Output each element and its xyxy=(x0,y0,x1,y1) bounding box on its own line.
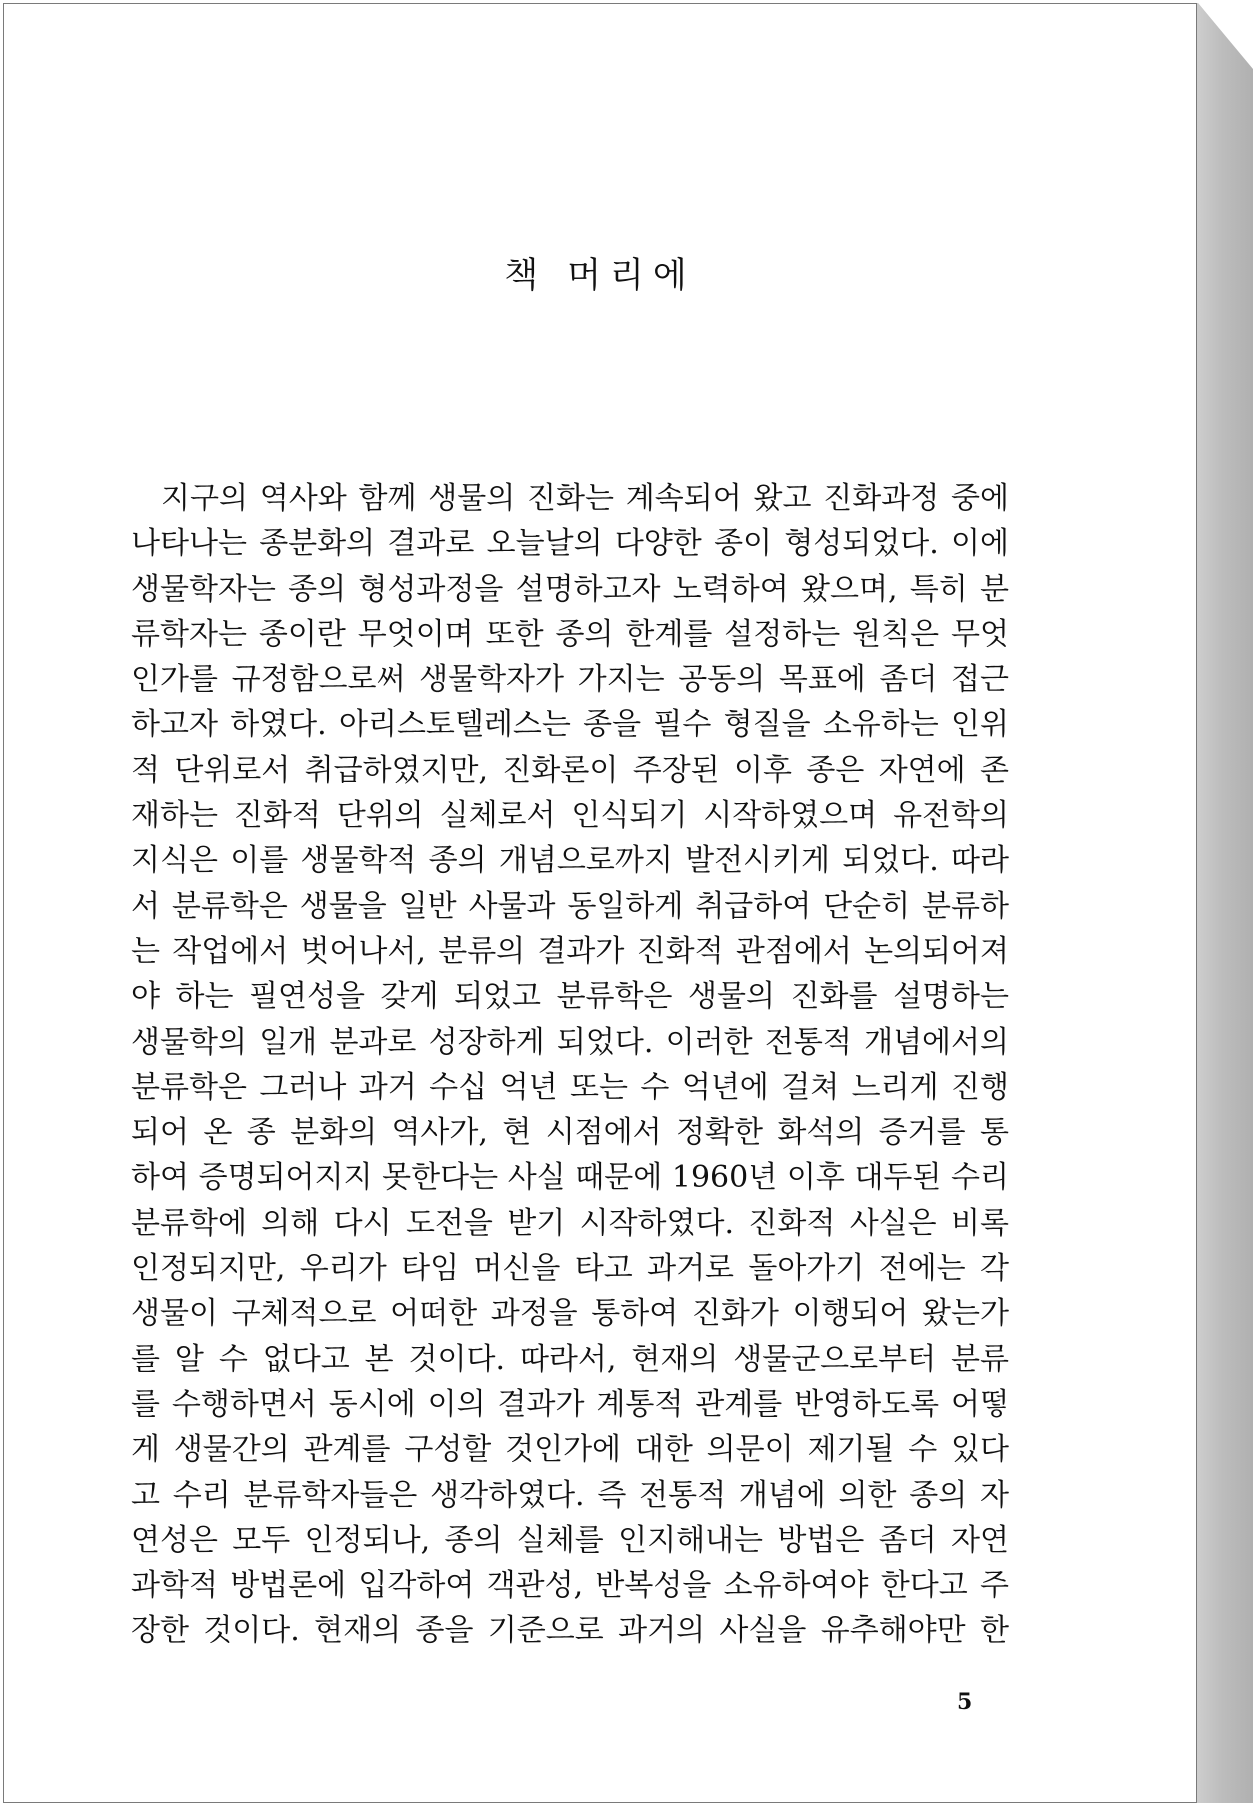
text-line: 를 알 수 없다고 본 것이다. 따라서, 현재의 생물군으로부터 분류 xyxy=(131,1341,1009,1377)
text-line: 생물학의 일개 분과로 성장하게 되었다. 이러한 전통적 개념에서의 xyxy=(131,1024,1009,1060)
text-line: 지구의 역사와 함께 생물의 진화는 계속되어 왔고 진화과정 중에 xyxy=(161,481,1009,516)
text-line: 는 작업에서 벗어나서, 분류의 결과가 진화적 관점에서 논의되어져 xyxy=(131,933,1009,969)
text-line: 분류학에 의해 다시 도전을 받기 시작하였다. 진화적 사실은 비록 xyxy=(131,1205,1009,1241)
text-line: 생물이 구체적으로 어떠한 과정을 통하여 진화가 이행되어 왔는가 xyxy=(131,1296,1009,1332)
text-line: 분류학은 그러나 과거 수십 억년 또는 수 억년에 걸쳐 느리게 진행 xyxy=(131,1069,1009,1105)
text-line: 재하는 진화적 단위의 실체로서 인식되기 시작하였으며 유전학의 xyxy=(131,798,1009,834)
text-line: 를 수행하면서 동시에 이의 결과가 계통적 관계를 반영하도록 어떻 xyxy=(131,1386,1009,1422)
page-title: 책 머리에 xyxy=(504,256,696,296)
body-text xyxy=(131,476,1009,1654)
page-edge xyxy=(1195,3,1253,1803)
text-line: 과학적 방법론에 입각하여 객관성, 반복성을 소유하여야 한다고 주 xyxy=(131,1568,1009,1604)
text-line: 인가를 규정함으로써 생물학자가 가지는 공동의 목표에 좀더 접근 xyxy=(131,662,1009,698)
text-line: 장한 것이다. 현재의 종을 기준으로 과거의 사실을 유추해야만 한 xyxy=(131,1613,1009,1649)
text-line: 나타나는 종분화의 결과로 오늘날의 다양한 종이 형성되었다. 이에 xyxy=(131,526,1009,562)
text-line: 하여 증명되어지지 못한다는 사실 때문에 1960년 이후 대두된 수리 xyxy=(131,1160,1009,1196)
page-number: 5 xyxy=(957,1689,973,1715)
text-line: 야 하는 필연성을 갖게 되었고 분류학은 생물의 진화를 설명하는 xyxy=(131,979,1009,1015)
text-line: 게 생물간의 관계를 구성할 것인가에 대한 의문이 제기될 수 있다 xyxy=(131,1432,1009,1468)
text-line: 생물학자는 종의 형성과정을 설명하고자 노력하여 왔으며, 특히 분 xyxy=(131,571,1009,607)
text-line: 적 단위로서 취급하였지만, 진화론이 주장된 이후 종은 자연에 존 xyxy=(131,752,1009,788)
text-line: 인정되지만, 우리가 타임 머신을 타고 과거로 돌아가기 전에는 각 xyxy=(131,1251,1009,1287)
text-line: 지식은 이를 생물학적 종의 개념으로까지 발전시키게 되었다. 따라 xyxy=(131,843,1009,879)
text-line: 연성은 모두 인정되나, 종의 실체를 인지해내는 방법은 좀더 자연 xyxy=(131,1522,1009,1558)
text-line: 고 수리 분류학자들은 생각하였다. 즉 전통적 개념에 의한 종의 자 xyxy=(131,1477,1009,1513)
text-line: 되어 온 종 분화의 역사가, 현 시점에서 정확한 화석의 증거를 통 xyxy=(131,1115,1009,1151)
text-line: 류학자는 종이란 무엇이며 또한 종의 한계를 설정하는 원칙은 무엇 xyxy=(131,616,1009,652)
text-line: 하고자 하였다. 아리스토텔레스는 종을 필수 형질을 소유하는 인위 xyxy=(131,707,1009,743)
book-page xyxy=(3,3,1197,1803)
text-line: 서 분류학은 생물을 일반 사물과 동일하게 취급하여 단순히 분류하 xyxy=(131,888,1009,924)
